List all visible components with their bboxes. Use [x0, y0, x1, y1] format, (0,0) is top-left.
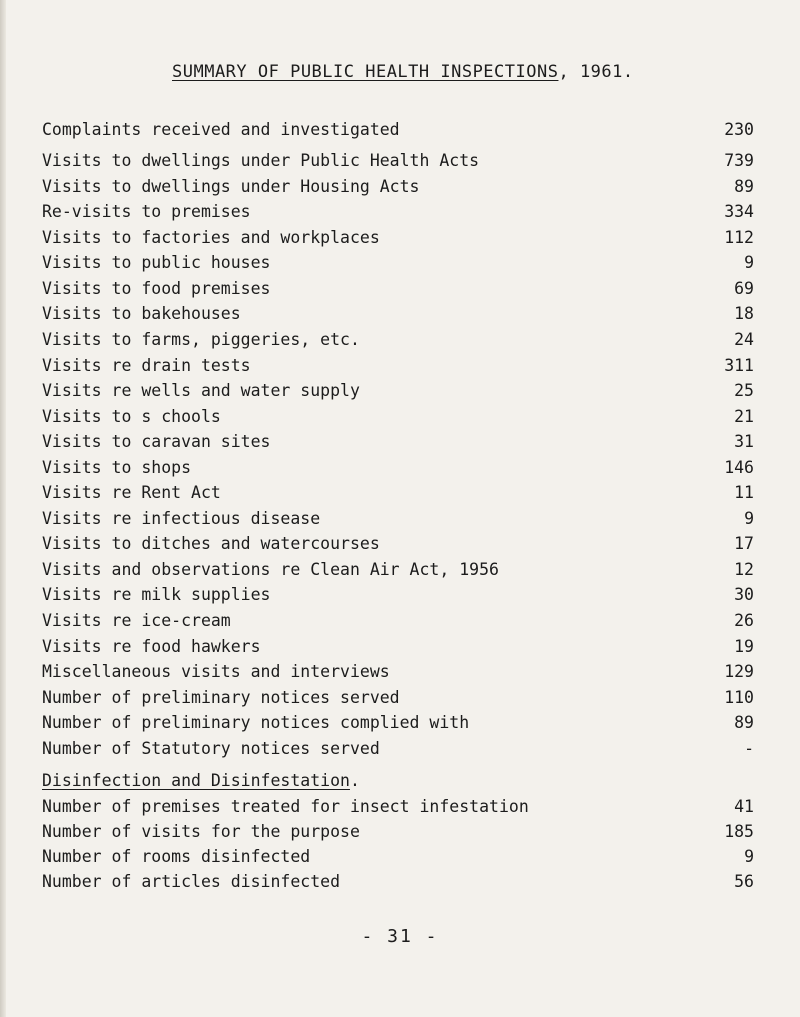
table-row [42, 661, 754, 683]
table-row [42, 482, 754, 504]
row-value: 26 [734, 611, 754, 630]
row-label: Number of preliminary notices complied with [42, 713, 470, 732]
row-value: 69 [734, 279, 754, 298]
table-row [42, 584, 754, 606]
row-label: Visits re infectious disease [42, 509, 321, 528]
row-value: 30 [734, 585, 754, 604]
row-label: Number of preliminary notices served [42, 688, 400, 707]
page-title [172, 62, 642, 82]
table-row [42, 846, 754, 868]
table-row [42, 119, 754, 141]
row-label: Complaints received and investigated [42, 120, 400, 139]
table-row [42, 201, 754, 223]
row-label: Visits re Rent Act [42, 483, 221, 502]
row-value: 89 [734, 177, 754, 196]
row-label: Visits to caravan sites [42, 432, 271, 451]
table-row [42, 559, 754, 581]
table-row [42, 636, 754, 658]
table-row [42, 380, 754, 402]
row-label: Visits re milk supplies [42, 585, 271, 604]
table-row [42, 355, 754, 377]
row-label: Visits to dwellings under Housing Acts [42, 177, 420, 196]
page-number: - 31 - [361, 926, 439, 947]
page-binding-edge [0, 0, 6, 1017]
section-heading [42, 770, 360, 792]
table-row [42, 738, 754, 760]
row-label: Visits to bakehouses [42, 304, 241, 323]
row-label: Visits re drain tests [42, 356, 251, 375]
row-value: 24 [734, 330, 754, 349]
row-label: Number of visits for the purpose [42, 822, 360, 841]
row-value: 230 [724, 120, 754, 139]
table-row [42, 278, 754, 300]
row-value: 17 [734, 534, 754, 553]
table-row [42, 406, 754, 428]
table-row [42, 329, 754, 351]
row-value: 89 [734, 713, 754, 732]
row-value: 31 [734, 432, 754, 451]
row-label: Visits to ditches and watercourses [42, 534, 380, 553]
row-value: 9 [744, 847, 754, 866]
section-heading-text: Disinfection and Disinfestation [42, 771, 350, 790]
row-value: 311 [724, 356, 754, 375]
table-row [42, 252, 754, 274]
table-row [42, 227, 754, 249]
row-value: 19 [734, 637, 754, 656]
row-value: 11 [734, 483, 754, 502]
table-row [42, 533, 754, 555]
row-label: Miscellaneous visits and interviews [42, 662, 390, 681]
row-label: Visits to factories and workplaces [42, 228, 380, 247]
row-label: Number of Statutory notices served [42, 739, 380, 758]
table-row [42, 431, 754, 453]
row-label: Visits re food hawkers [42, 637, 261, 656]
row-value: 9 [744, 253, 754, 272]
row-value: 110 [724, 688, 754, 707]
row-value: 129 [724, 662, 754, 681]
row-value: 25 [734, 381, 754, 400]
row-label: Number of rooms disinfected [42, 847, 311, 866]
row-label: Number of premises treated for insect infestation [42, 797, 529, 816]
row-value: 21 [734, 407, 754, 426]
row-label: Visits to public houses [42, 253, 271, 272]
row-value: 112 [724, 228, 754, 247]
page-title-text: SUMMARY OF PUBLIC HEALTH INSPECTIONS [172, 62, 559, 82]
row-label: Number of articles disinfected [42, 872, 341, 891]
table-row [42, 457, 754, 479]
row-value: 18 [734, 304, 754, 323]
table-row [42, 176, 754, 198]
table-row [42, 150, 754, 172]
row-value: 56 [734, 872, 754, 891]
page-title-suffix: , 1961. [558, 62, 634, 82]
table-row [42, 303, 754, 325]
row-value: 41 [734, 797, 754, 816]
row-label: Visits to s chools [42, 407, 221, 426]
row-value: 12 [734, 560, 754, 579]
row-value: 334 [724, 202, 754, 221]
row-value: 739 [724, 151, 754, 170]
table-row [42, 610, 754, 632]
table-row [42, 712, 754, 734]
section-heading-suffix: . [349, 771, 360, 790]
row-label: Visits re wells and water supply [42, 381, 360, 400]
row-value: 185 [724, 822, 754, 841]
row-label: Re-visits to premises [42, 202, 251, 221]
row-label: Visits to farms, piggeries, etc. [42, 330, 360, 349]
row-label: Visits to dwellings under Public Health Acts [42, 151, 480, 170]
table-row [42, 508, 754, 530]
table-row [42, 821, 754, 843]
table-row [42, 796, 754, 818]
row-label: Visits to shops [42, 458, 192, 477]
row-label: Visits and observations re Clean Air Act, 1956 [42, 560, 499, 579]
row-value: - [744, 739, 754, 758]
row-label: Visits to food premises [42, 279, 271, 298]
table-row [42, 687, 754, 709]
table-row [42, 871, 754, 893]
row-label: Visits re ice-cream [42, 611, 231, 630]
row-value: 146 [724, 458, 754, 477]
row-value: 9 [744, 509, 754, 528]
